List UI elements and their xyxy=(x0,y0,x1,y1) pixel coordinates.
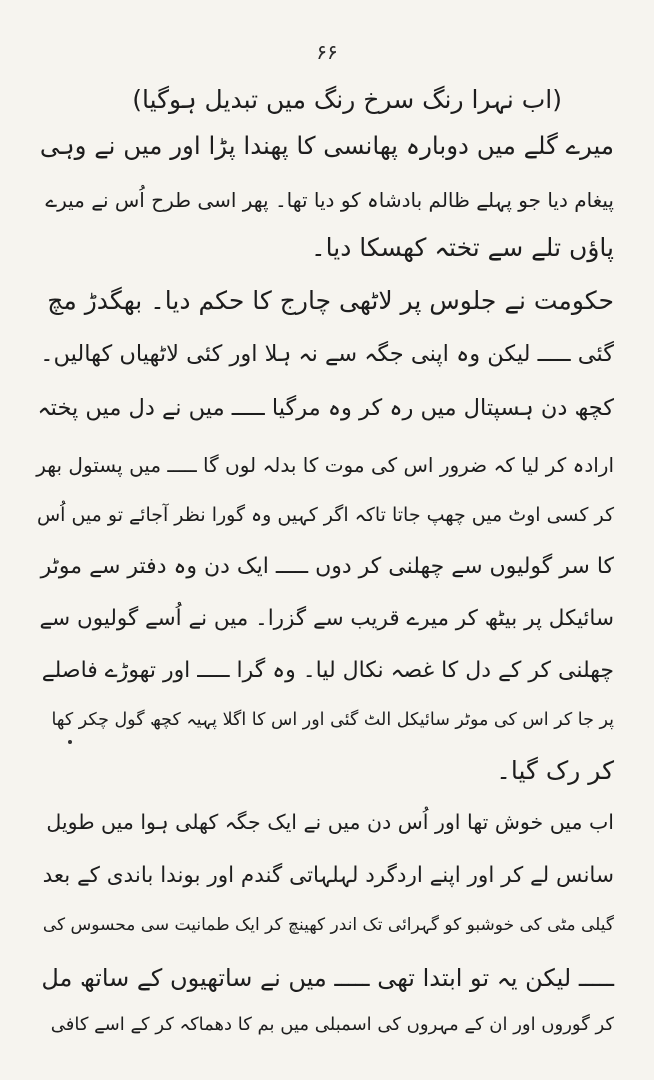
text-line: گیلی مٹی کی خوشبو کو گہرائی تک اندر کھینچ کر ایک طمانیت سی محسوس کی xyxy=(42,915,614,935)
text-line: حکومت نے جلوس پر لاٹھی چارج کا حکم دیا۔ بھگدڑ مچ xyxy=(47,286,614,315)
text-line: چھلنی کر کے دل کا غصہ نکال لیا۔ وہ گرا ـــــ اور تھوڑے فاصلے xyxy=(41,658,614,683)
text-line: (اب نہرا رنگ سرخ رنگ میں تبدیل ہوگیا) xyxy=(132,85,562,114)
text-line: پاؤں تلے سے تختہ کھسکا دیا۔ xyxy=(310,233,614,262)
text-line: کچھ دن ہسپتال میں رہ کر وہ مرگیا ـــــ میں نے دل میں پختہ xyxy=(37,395,614,421)
text-line: سانس لے کر اور اپنے اردگرد لہلہاتی گندم اور بوندا باندی کے بعد xyxy=(42,863,614,888)
text-line: اب میں خوش تھا اور اُس دن میں نے ایک جگہ کھلی ہوا میں طویل xyxy=(46,810,614,834)
page-number: ۶۶ xyxy=(316,40,338,64)
text-line: میرے گلے میں دوبارہ پھانسی کا پھندا پڑا اور میں نے وہی xyxy=(39,131,614,160)
text-line: گئی ـــــ لیکن وہ اپنی جگہ سے نہ ہلا اور کئی لاٹھیاں کھالیں۔ xyxy=(40,341,614,367)
text-line: کر گوروں اور ان کے مہروں کی اسمبلی میں بم کا دھماکہ کر کے اسے کافی xyxy=(50,1014,614,1035)
text-line: کر کسی اوٹ میں چھپ جاتا تاکہ اگر کہیں وہ گورا نظر آجائے تو میں اُس xyxy=(36,504,614,526)
text-line: کا سر گولیوں سے چھلنی کر دوں ـــــ ایک دن وہ دفتر سے موٹر xyxy=(40,554,614,579)
text-line: کر رک گیا۔ xyxy=(496,756,614,785)
stray-mark xyxy=(68,740,72,744)
text-line: ارادہ کر لیا کہ ضرور اس کی موت کا بدلہ لوں گا ـــــ میں پستول بھر xyxy=(36,453,614,477)
text-line: ـــــ لیکن یہ تو ابتدا تھی ـــــ میں نے ساتھیوں کے ساتھ مل xyxy=(41,964,614,992)
text-line: پیغام دیا جو پہلے ظالم بادشاہ کو دیا تھا۔ پھر اسی طرح اُس نے میرے xyxy=(45,188,614,212)
text-line: پر جا کر اس کی موٹر سائیکل الٹ گئی اور اس کا اگلا پہیہ کچھ گول چکر کھا xyxy=(51,710,614,730)
text-line: سائیکل پر بیٹھ کر میرے قریب سے گزرا۔ میں نے اُسے گولیوں سے xyxy=(39,606,614,631)
